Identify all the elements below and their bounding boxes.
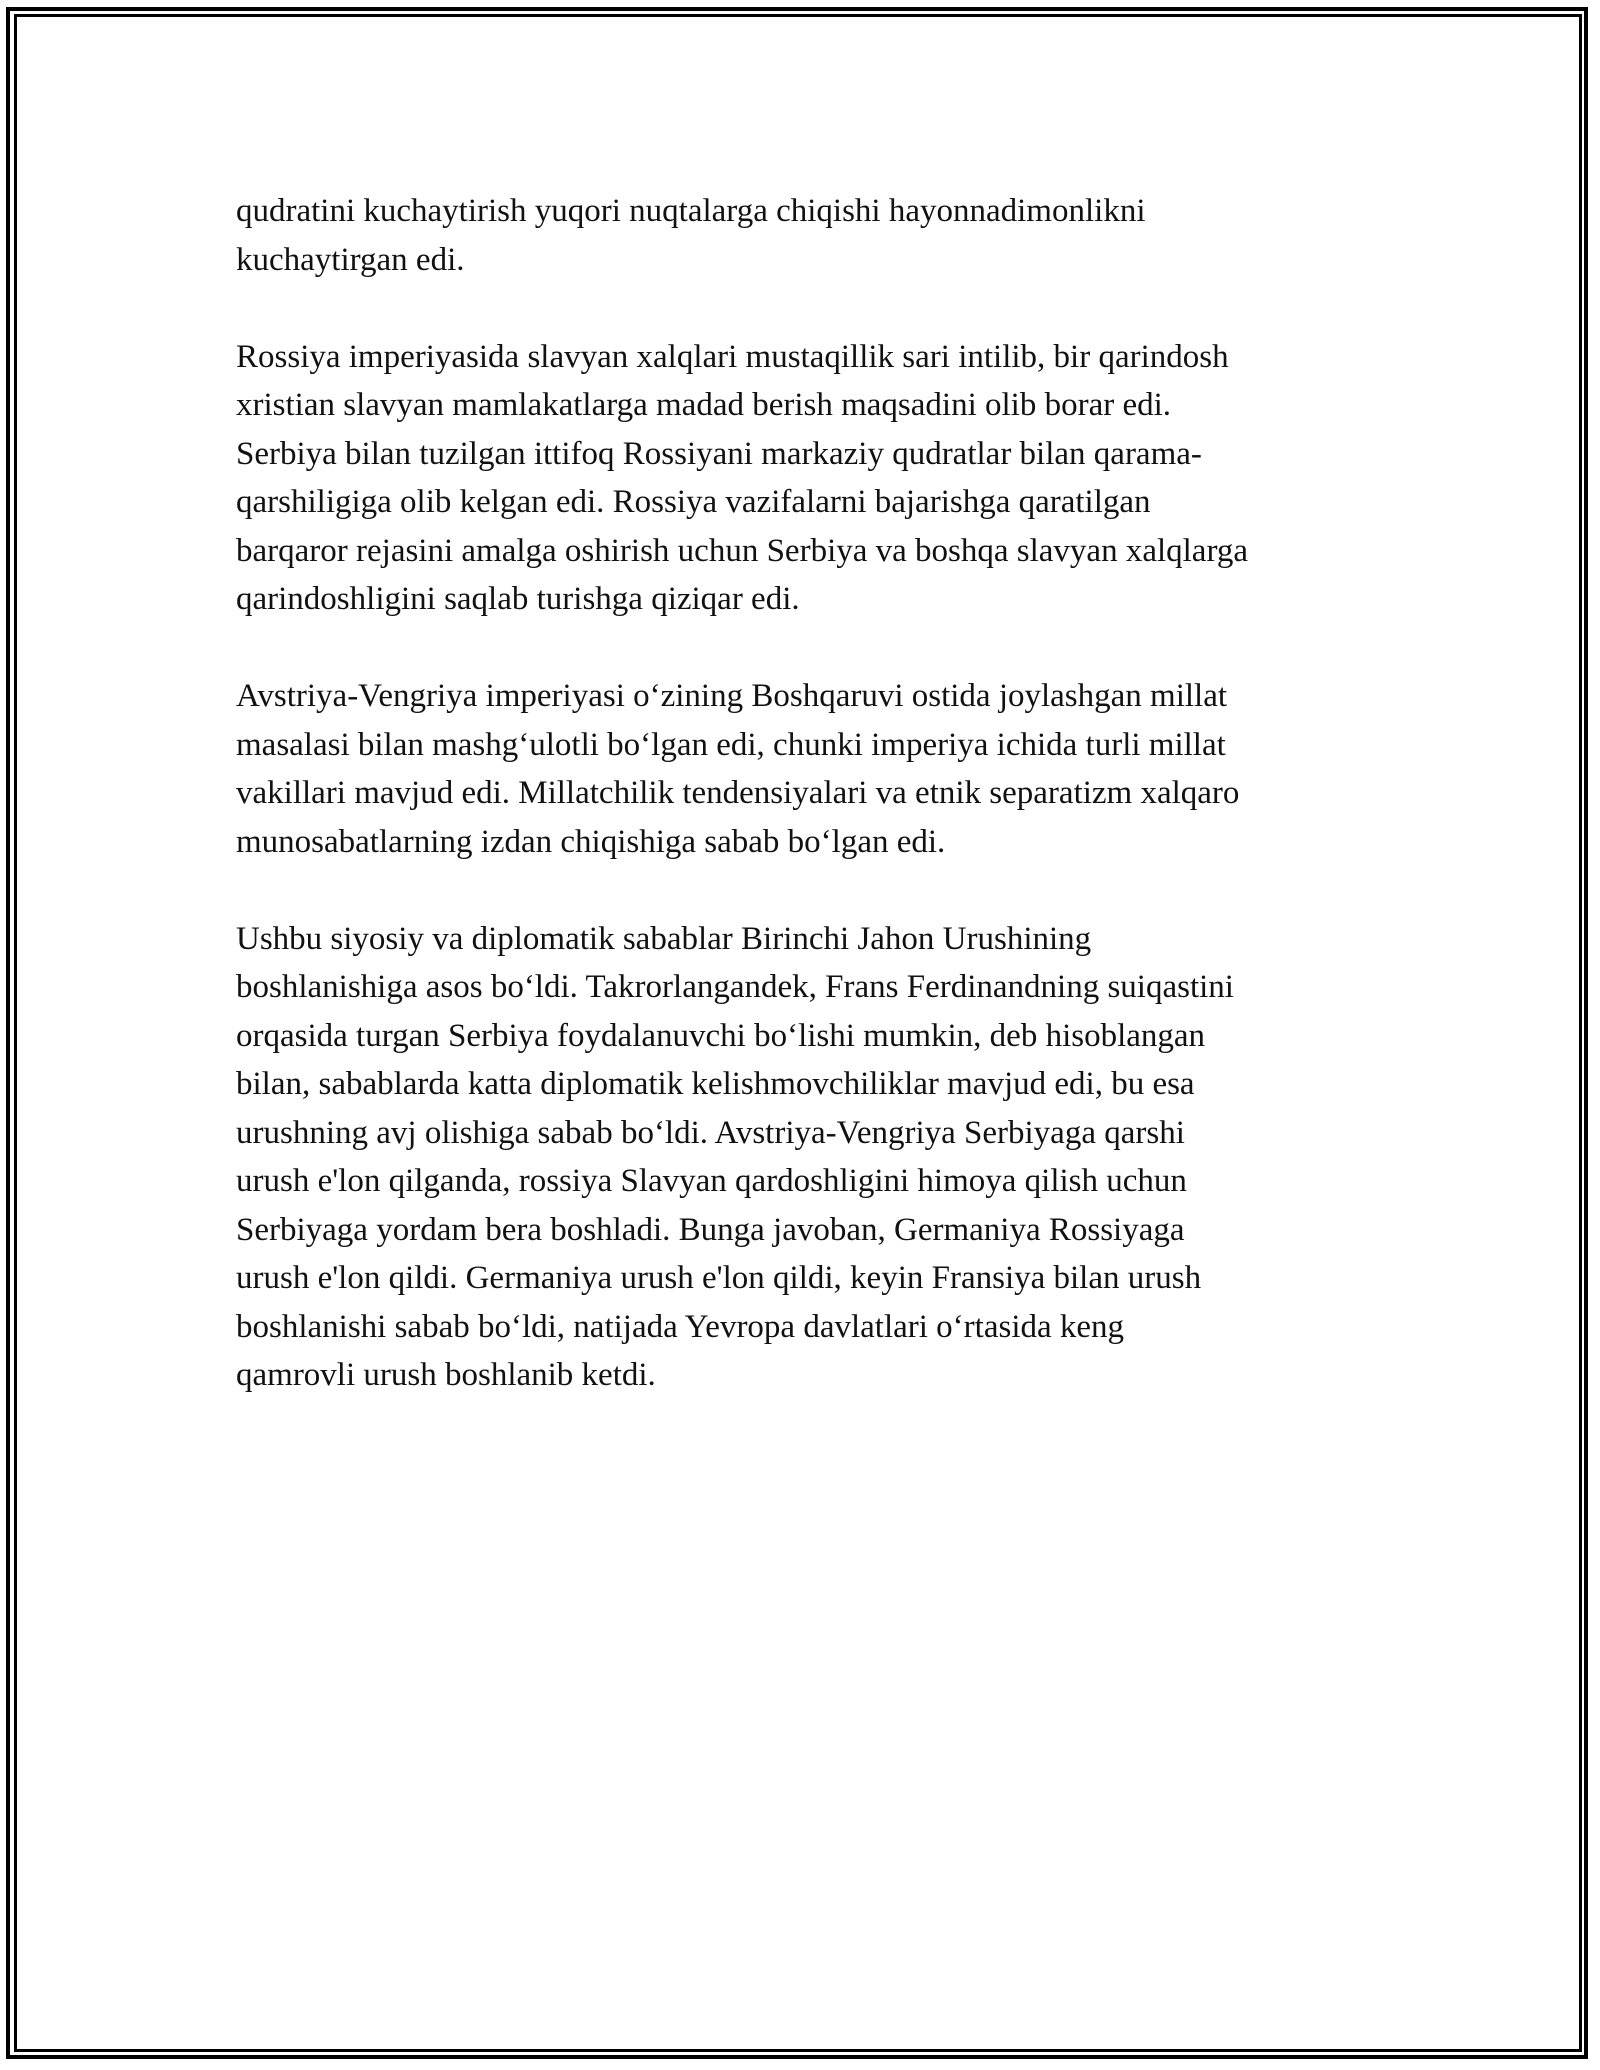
- text-line: bilan, sabablarda katta diplomatik kelishmovchiliklar mavjud edi, bu esa: [236, 1066, 1195, 1102]
- text-line: urushning avj olishiga sabab bo‘ldi. Avstriya-Vengriya Serbiyaga qarshi: [236, 1114, 1185, 1151]
- paragraph-4: [236, 915, 1396, 1400]
- text-line: barqaror rejasini amalga oshirish uchun Serbiya va boshqa slavyan xalqlarga: [236, 532, 1248, 569]
- paragraph-3: [236, 672, 1396, 866]
- text-line: xristian slavyan mamlakatlarga madad berish maqsadini olib borar edi.: [236, 387, 1172, 423]
- text-line: qarindoshligini saqlab turishga qiziqar edi.: [236, 581, 800, 617]
- text-line: kuchaytirgan edi.: [236, 241, 465, 278]
- paragraph-1: [236, 187, 1396, 284]
- text-line: qarshiligiga olib kelgan edi. Rossiya vazifalarni bajarishga qaratilgan: [236, 484, 1151, 520]
- text-line: Serbiya bilan tuzilgan ittifoq Rossiyani markaziy qudratlar bilan qarama-: [236, 435, 1202, 472]
- text-line: boshlanishi sabab bo‘ldi, natijada Yevropa davlatlari o‘rtasida keng: [236, 1308, 1125, 1345]
- paragraph-2: [236, 333, 1396, 624]
- text-line: Rossiya imperiyasida slavyan xalqlari mustaqillik sari intilib, bir qarindosh: [236, 338, 1229, 375]
- text-line: masalasi bilan mashg‘ulotli bo‘lgan edi, chunki imperiya ichida turli millat: [236, 726, 1226, 763]
- text-line: boshlanishiga asos bo‘ldi. Takrorlangandek, Frans Ferdinandning suiqastini: [236, 969, 1234, 1005]
- text-line: qudratini kuchaytirish yuqori nuqtalarga chiqishi hayonnadimonlikni: [236, 193, 1146, 229]
- text-line: urush e'lon qildi. Germaniya urush e'lon qildi, keyin Fransiya bilan urush: [236, 1260, 1202, 1296]
- text-line: urush e'lon qilganda, rossiya Slavyan qardoshligini himoya qilish uchun: [236, 1163, 1187, 1199]
- text-line: Ushbu siyosiy va diplomatik sabablar Birinchi Jahon Urushining: [236, 920, 1092, 957]
- text-line: Serbiyaga yordam bera boshladi. Bunga javoban, Germaniya Rossiyaga: [236, 1211, 1185, 1248]
- text-line: Avstriya-Vengriya imperiyasi o‘zining Boshqaruvi ostida joylashgan millat: [236, 678, 1228, 714]
- text-line: qamrovli urush boshlanib ketdi.: [236, 1357, 656, 1393]
- document-body: [236, 187, 1396, 1448]
- text-line: vakillari mavjud edi. Millatchilik tendensiyalari va etnik separatizm xalqaro: [236, 775, 1240, 811]
- text-line: munosabatlarning izdan chiqishiga sabab bo‘lgan edi.: [236, 823, 946, 860]
- text-line: orqasida turgan Serbiya foydalanuvchi bo‘lishi mumkin, deb hisoblangan: [236, 1017, 1206, 1054]
